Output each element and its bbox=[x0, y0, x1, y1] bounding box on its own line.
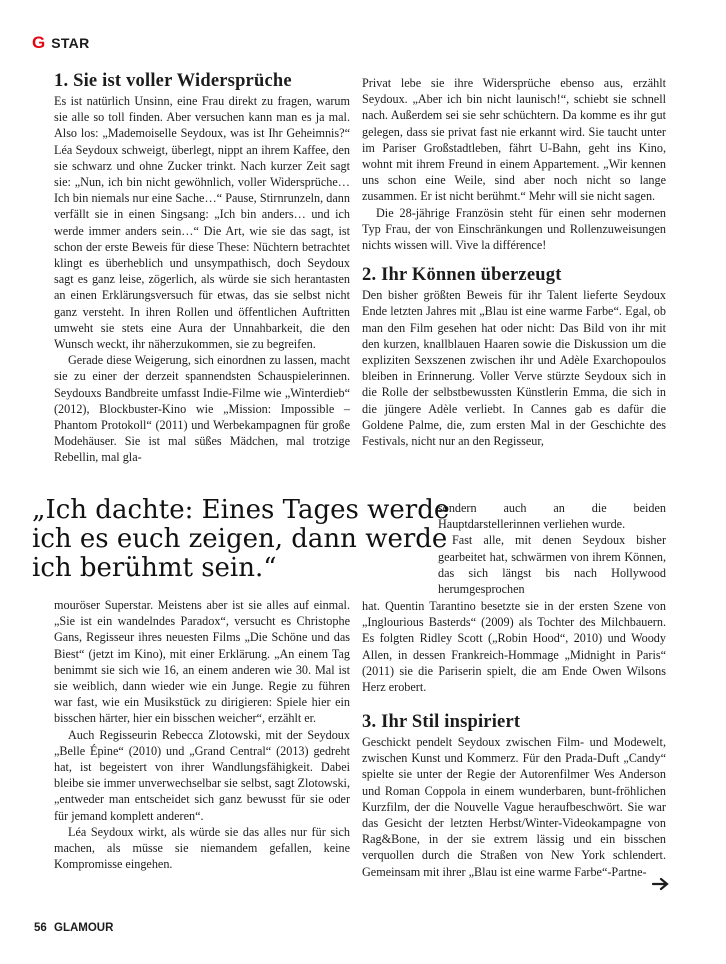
heading-2: 2. Ihr Können überzeugt bbox=[362, 265, 562, 286]
paragraph: sondern auch an die beiden Hauptdarstellerinnen verliehen wurde. bbox=[438, 501, 666, 532]
paragraph: hat. Quentin Tarantino besetzte sie in der ersten Szene von „Inglourious Basterds“ (2009) als Tochter des Milchbauern. Es folgten Ridley Scott („Robin Hood“, 2010) und Woody Allen, in dessen Frankreich-Hommage „Midnight in Paris“ (2011) sie die Pariserin spielt, die am Ende Owen Wilsons Herz erobert. bbox=[362, 599, 666, 695]
column-2-middle bbox=[362, 598, 666, 695]
paragraph: Léa Seydoux wirkt, als würde sie das alles nur für sich machen, als müsse sie niemandem gefallen, keine Kompromisse eingehen. bbox=[54, 824, 350, 872]
paragraph: Geschickt pendelt Seydoux zwischen Film- und Modewelt, zwischen Kunst und Kommerz. Für den Prada-Duft „Candy“ spielte sie unter der Regie der Autorenfilmer Wes Anderson und Roman Coppola in einem wunderbaren, bunt-fröhlichen Kurzfilm, der die Nouvelle Vague heraufbeschwört. Sie war das Gesicht der letzten Herbst/Winter-Videokampagne von Rag&Bone, in der sie extrem lässig und ein bisschen verquollen durch die Straßen von New York schlendert. Gemeinsam mit ihrer „Blau ist eine warme Farbe“-Partne- bbox=[362, 735, 666, 879]
column-1-top bbox=[54, 71, 350, 466]
paragraph: Es ist natürlich Unsinn, eine Frau direkt zu fragen, warum sie alle so toll finden. Aber versuchen kann man es ja mal. Also los: „Mademoiselle Seydoux, was ist Ihr Geheimnis?“ Léa Seydoux schweigt, überlegt, nippt an ihrem Kaffee, den sie schwarz und ohne Zucker trinkt. Nach kurzer Zeit sagt sie: „Nun, ich bin nicht gewöhnlich, voller Widersprüche… Ich bin niemals nur eine Sache…“ Pause, Stirnrunzeln, dann verfällt sie in einen Singsang: „Ich bin anders… und ich werde immer anders sein…“ Die Art, wie sie das sagt, ist schon der erste Beweis für diese These: Nüchtern betrachtet klingt es überheblich und unsympathisch, doch Seydoux sagt es ganz leise, zögerlich, als würde sie sich herantasten an einen Erklärungsversuch für etwas, das sie selbst nicht ganz versteht. In ihren Rollen und öffentlichen Auftritten umweht sie stets eine Aura der Unnahbarkeit, die den Wunsch weckt, ihr näherzukommen, sie zu begreifen. bbox=[54, 94, 350, 352]
page-number: 56 bbox=[34, 922, 47, 934]
column-2-narrow bbox=[438, 500, 666, 597]
page-footer bbox=[34, 922, 113, 934]
arrow-right-icon bbox=[652, 877, 670, 891]
glamour-g-logo: G bbox=[32, 33, 46, 52]
pull-quote: „Ich dachte: Eines Tages werde ich es euch zeigen, dann werde ich berühmt sein.“ bbox=[32, 495, 450, 583]
paragraph: Fast alle, mit denen Seydoux bisher gearbeitet hat, schwärmen von ihrem Können, das sich längst bis nach Hollywood herumgesprochen bbox=[438, 533, 666, 597]
column-2-bottom bbox=[362, 712, 666, 880]
column-2-top bbox=[362, 75, 666, 449]
heading-1: 1. Sie ist voller Widersprüche bbox=[54, 71, 292, 91]
section-header bbox=[32, 33, 90, 53]
paragraph: Gerade diese Weigerung, sich einordnen zu lassen, macht sie zu einer der derzeit spannendsten Schauspielerinnen. Seydouxs Bandbreite umfasst Indie-Filme wie „Winterdieb“ (2012), Blockbuster-Kino wie „Mission: Impossible – Phantom Protokoll“ (2011) und Werbekampagnen für große Modehäuser. Sie ist mal süßes Mädchen, mal trotzige Rebellin, mal gla- bbox=[54, 353, 350, 465]
heading-3: 3. Ihr Stil inspiriert bbox=[362, 712, 521, 732]
column-1-bottom bbox=[54, 597, 350, 872]
paragraph: Privat lebe sie ihre Widersprüche ebenso aus, erzählt Seydoux. „Aber ich bin nicht launisch!“, schiebt sie schnell nach. Außerdem sei sie sehr schüchtern. Da komme es ihr gut gelegen, dass sie privat fast nie erkannt wird. Sie taucht unter im Pariser Großstadtleben, fährt U-Bahn, geht ins Kino, wohnt mit ihrem Freund in einem Appartement. „Wir kennen uns schon eine Weile, sind aber noch nicht so lange zusammen. Er ist nicht berühmt.“ Mehr will sie nicht sagen. bbox=[362, 76, 666, 204]
paragraph: Auch Regisseurin Rebecca Zlotowski, mit der Seydoux „Belle Épine“ (2010) und „Grand Central“ (2013) gedreht hat, ist begeistert von ihrer Wandlungsfähigkeit. Dabei bleibe sie immer unverwechselbar sie selbst, sagt Zlotowski, „entweder man entscheidet sich ganz bewusst für sie oder für jemand komplett anderen“. bbox=[54, 727, 350, 823]
paragraph: mouröser Superstar. Meistens aber ist sie alles auf einmal. „Sie ist ein wandelndes Paradox“, versucht es Christophe Gans, Regisseur ihres neuesten Films „Die Schöne und das Biest“ (jetzt im Kino), mit einer Erklärung. „An einem Tag benimmt sie sich wie 16, an einem anderen wie 30. Mal ist sie weiblich, dann wieder wie ein Junge. Regie zu führen war fast, wie ein Musikstück zu dirigieren: Spiele hier ein bisschen härter, hier ein bisschen weicher“, erzählt er. bbox=[54, 598, 350, 726]
paragraph: Den bisher größten Beweis für ihr Talent lieferte Seydoux Ende letzten Jahres mit „Blau ist eine warme Farbe“. Egal, ob man den Film gesehen hat oder nicht: Das Bild von ihr mit den kurzen, knallblauen Haaren sowie die Diskussion um die expliziten Sexszenen zwischen ihr und Adèle Exarchopoulos bleiben in Erinnerung. Voller Verve stürzte Seydoux sich in die Rolle der selbstbewussten Künstlerin Emma, die sich in die jüngere Adèle verliebt. In Cannes gab es dafür die Goldene Palme, die, zum ersten Mal in der Geschichte des Festivals, nicht nur an den Regisseur, bbox=[362, 288, 666, 449]
magazine-name: GLAMOUR bbox=[54, 922, 114, 934]
paragraph: Die 28-jährige Französin steht für einen sehr modernen Typ Frau, der von Einschränkungen und Rollenzuweisungen nichts wissen will. Vive la différence! bbox=[362, 205, 666, 253]
section-label: STAR bbox=[51, 35, 90, 51]
